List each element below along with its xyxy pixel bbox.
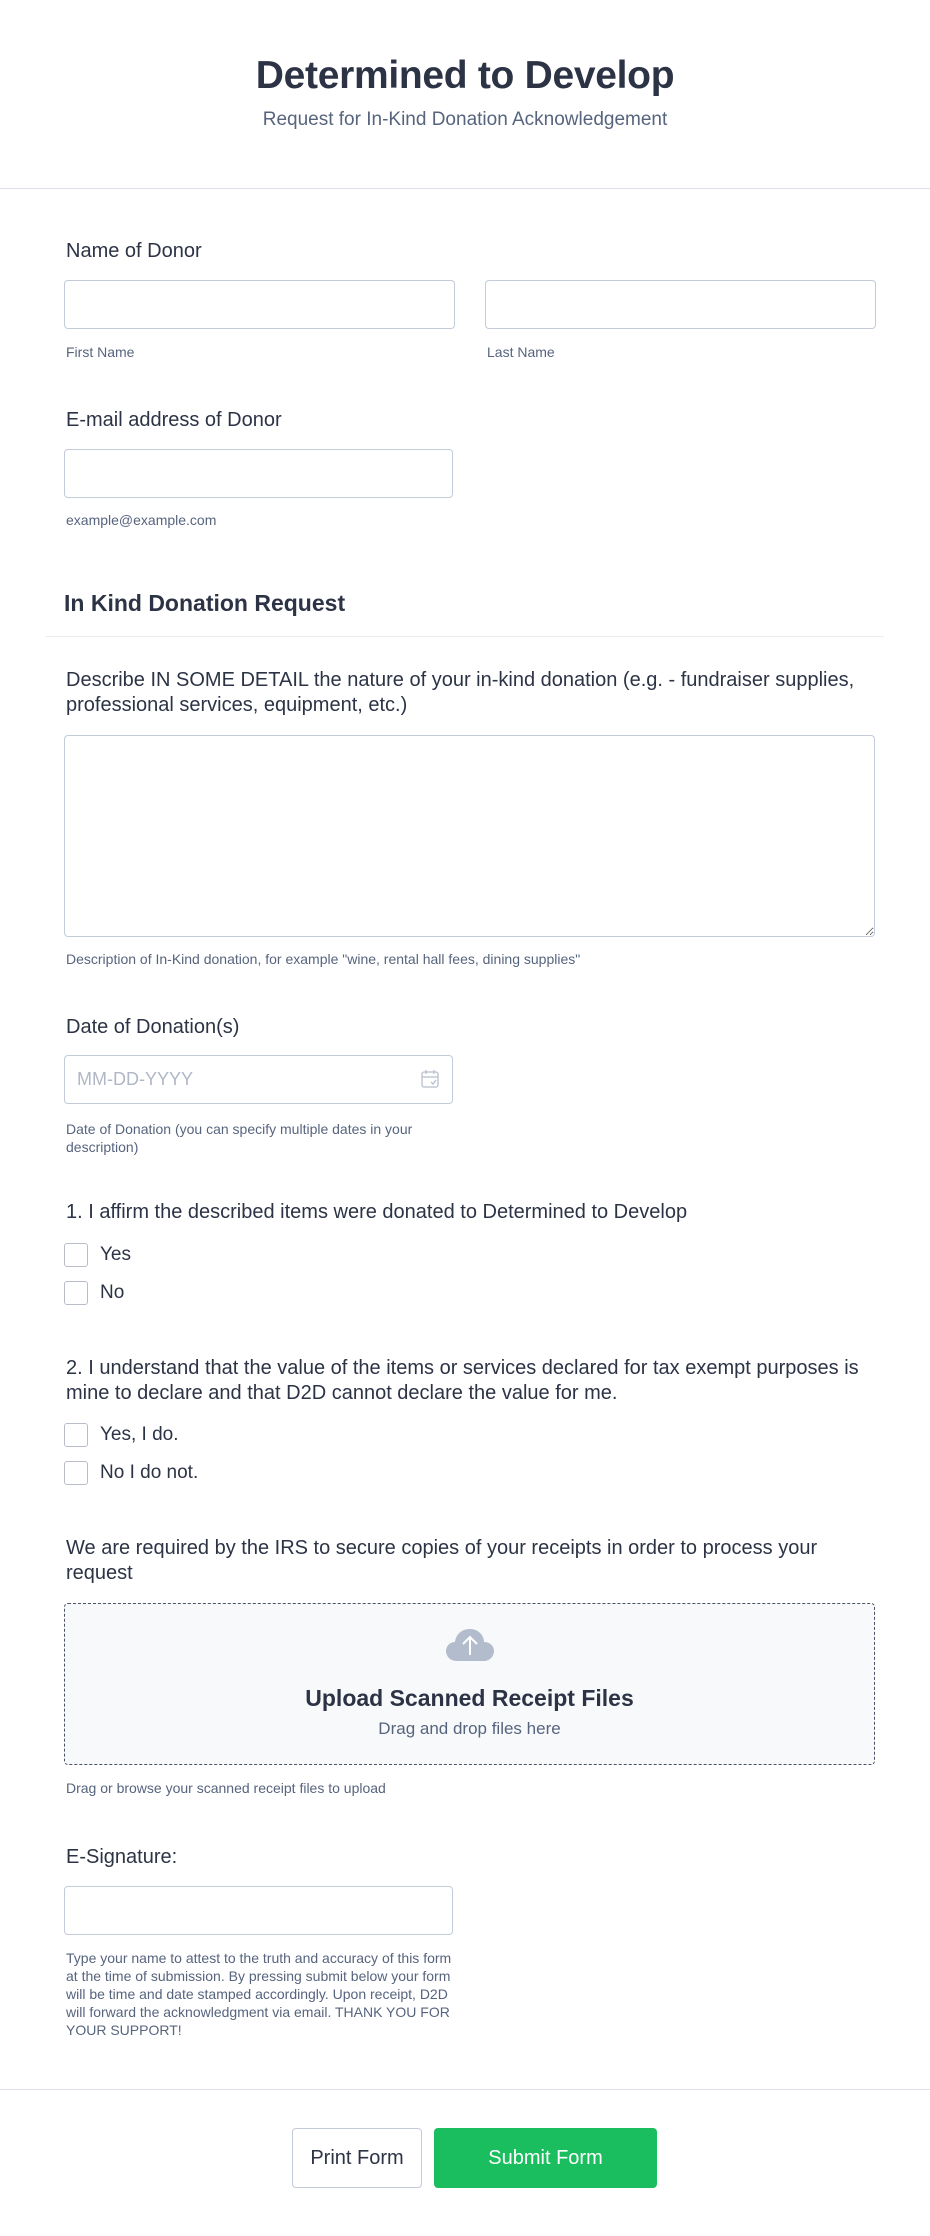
understand-question-label: 2. I understand that the value of the items or services declared for tax exempt purposes is mine to declare and that D2D cannot declare the value for me. [66, 1357, 859, 1404]
checkbox[interactable] [64, 1461, 88, 1485]
understand-option-no[interactable] [64, 1460, 198, 1486]
checkbox-label: No [100, 1282, 125, 1303]
donation-date-label: Date of Donation(s) [66, 1016, 240, 1038]
donor-email-input[interactable] [64, 449, 453, 498]
donor-email-sublabel: example@example.com [66, 512, 217, 528]
donation-date-sublabel: Date of Donation (you can specify multiple dates in your description) [66, 1121, 413, 1155]
upload-title: Upload Scanned Receipt Files [305, 1685, 634, 1711]
receipt-upload-dropzone[interactable] [64, 1603, 875, 1765]
donation-date-input[interactable] [64, 1055, 453, 1104]
submit-form-button[interactable]: Submit Form [434, 2128, 657, 2188]
donor-email-label: E-mail address of Donor [66, 409, 282, 431]
receipts-sublabel: Drag or browse your scanned receipt files to upload [66, 1780, 386, 1796]
description-label: Describe IN SOME DETAIL the nature of your in-kind donation (e.g. - fundraiser supplies, professional services, equipment, etc.) [66, 669, 855, 716]
receipts-label: We are required by the IRS to secure copies of your receipts in order to process your request [66, 1537, 818, 1584]
checkbox-label: No I do not. [100, 1462, 199, 1483]
signature-label: E-Signature: [66, 1846, 178, 1868]
affirm-option-yes[interactable] [64, 1242, 131, 1268]
description-sublabel: Description of In-Kind donation, for example "wine, rental hall fees, dining supplies" [66, 951, 581, 967]
section-title: In Kind Donation Request [64, 590, 346, 616]
understand-option-yes[interactable] [64, 1422, 179, 1448]
form-title: Determined to Develop [255, 54, 675, 97]
upload-hint: Drag and drop files here [378, 1719, 561, 1738]
checkbox[interactable] [64, 1423, 88, 1447]
checkbox[interactable] [64, 1243, 88, 1267]
affirm-option-no[interactable] [64, 1280, 124, 1306]
affirm-question-label: 1. I affirm the described items were donated to Determined to Develop [66, 1201, 688, 1223]
description-textarea[interactable] [64, 735, 875, 937]
donation-date-field [64, 1055, 453, 1104]
signature-sublabel: Type your name to attest to the truth and accuracy of this form at the time of submission. By pressing submit below your form will be time and date stamped accordingly. Upon receipt, D2D will forward the acknowledgment via email. THANK YOU FOR YOUR SUPPORT! [66, 1950, 452, 2038]
section-divider [46, 636, 884, 637]
calendar-icon[interactable] [421, 1069, 439, 1089]
checkbox-label: Yes, I do. [100, 1424, 179, 1445]
last-name-sublabel: Last Name [487, 344, 555, 360]
first-name-input[interactable] [64, 280, 455, 329]
checkbox[interactable] [64, 1281, 88, 1305]
checkbox-label: Yes [100, 1244, 131, 1265]
last-name-input[interactable] [485, 280, 876, 329]
cloud-upload-icon [445, 1628, 495, 1662]
print-form-button[interactable]: Print Form [292, 2128, 422, 2188]
form-subtitle: Request for In-Kind Donation Acknowledgement [262, 109, 668, 130]
signature-input[interactable] [64, 1886, 453, 1935]
first-name-sublabel: First Name [66, 344, 135, 360]
form-footer [0, 2089, 930, 2236]
donor-name-label: Name of Donor [66, 240, 202, 262]
form-header [0, 0, 930, 189]
